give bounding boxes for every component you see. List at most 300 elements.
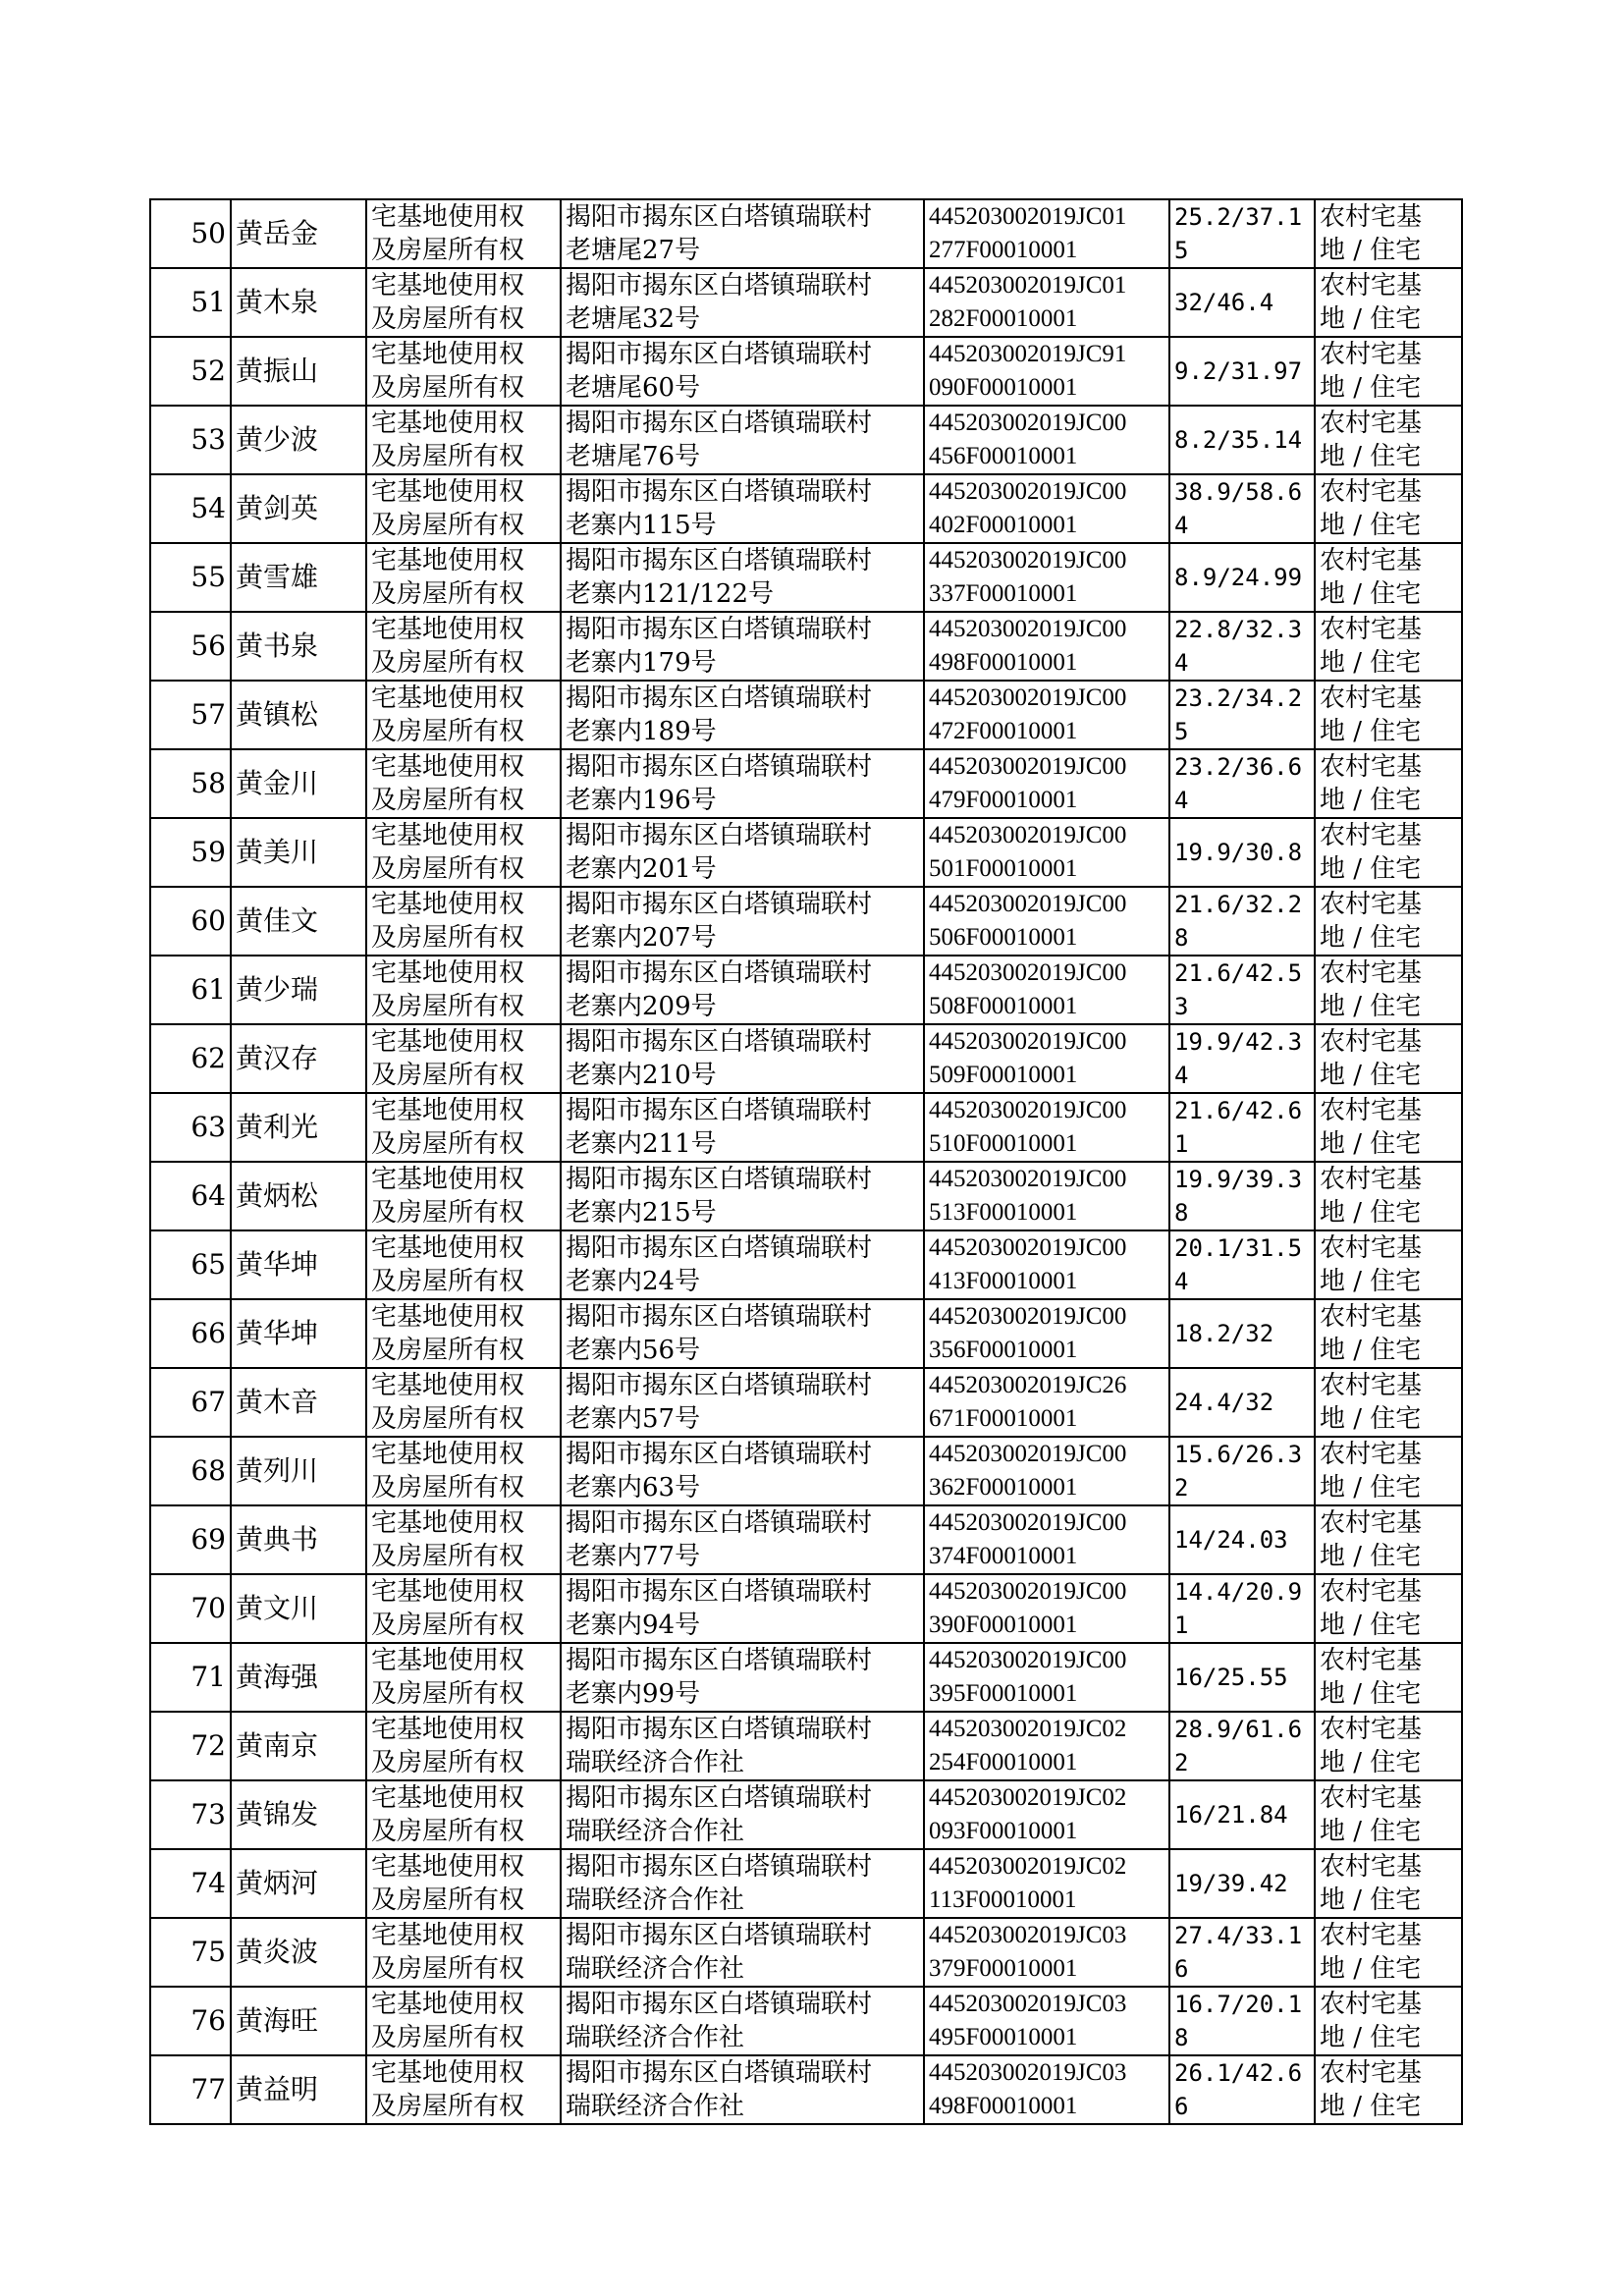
area-line: 23.2/36.6	[1174, 753, 1303, 781]
location-line: 瑞联经济合作社	[566, 1885, 745, 1915]
unit-code-line: 445203002019JC00	[929, 1234, 1127, 1261]
location-line: 老寨内210号	[566, 1061, 717, 1090]
unit-code-line: 445203002019JC02	[929, 1716, 1127, 1742]
location-line: 老寨内94号	[566, 1611, 701, 1640]
row-number-cell: 77	[150, 2055, 231, 2124]
right-type-cell	[366, 2055, 561, 2124]
usage-cell	[1315, 1093, 1462, 1162]
unit-code-cell	[924, 406, 1169, 474]
area-cell	[1169, 956, 1315, 1024]
table-row	[150, 1162, 1462, 1230]
right-type-cell	[366, 1505, 561, 1574]
row-number-cell: 58	[150, 749, 231, 818]
usage-cell	[1315, 474, 1462, 543]
area-cell	[1169, 543, 1315, 612]
usage-line: 地 / 住宅	[1320, 1198, 1422, 1228]
area-cell	[1169, 1437, 1315, 1505]
table-row	[150, 612, 1462, 681]
right-type-line: 及房屋所有权	[371, 1198, 525, 1228]
usage-cell	[1315, 268, 1462, 337]
usage-cell	[1315, 1368, 1462, 1437]
table-row	[150, 1780, 1462, 1849]
area-line: 19/39.42	[1174, 1870, 1288, 1897]
usage-line: 地 / 住宅	[1320, 1061, 1422, 1090]
location-line: 揭阳市揭东区白塔镇瑞联村	[566, 1165, 873, 1194]
unit-code-line: 506F00010001	[929, 924, 1078, 951]
usage-cell	[1315, 956, 1462, 1024]
location-line: 揭阳市揭东区白塔镇瑞联村	[566, 752, 873, 782]
usage-line: 地 / 住宅	[1320, 1885, 1422, 1915]
right-type-cell	[366, 1299, 561, 1368]
usage-cell	[1315, 818, 1462, 887]
location-cell	[561, 199, 924, 268]
unit-code-line: 445203002019JC00	[929, 1028, 1127, 1055]
right-type-cell	[366, 1162, 561, 1230]
unit-code-line: 445203002019JC03	[929, 1991, 1127, 2017]
location-line: 揭阳市揭东区白塔镇瑞联村	[566, 477, 873, 507]
unit-code-line: 445203002019JC01	[929, 272, 1127, 299]
unit-code-line: 445203002019JC00	[929, 822, 1127, 848]
unit-code-cell	[924, 956, 1169, 1024]
unit-code-line: 445203002019JC00	[929, 478, 1127, 505]
location-line: 揭阳市揭东区白塔镇瑞联村	[566, 546, 873, 575]
unit-code-line: 445203002019JC02	[929, 1784, 1127, 1811]
right-type-line: 及房屋所有权	[371, 442, 525, 471]
unit-code-line: 402F00010001	[929, 512, 1078, 538]
owner-name-cell: 黄木泉	[231, 268, 366, 337]
unit-code-cell	[924, 2055, 1169, 2124]
usage-cell	[1315, 1437, 1462, 1505]
table-row	[150, 1437, 1462, 1505]
area-line: 8.9/24.99	[1174, 564, 1303, 591]
location-line: 揭阳市揭东区白塔镇瑞联村	[566, 1921, 873, 1950]
area-line: 21.6/42.5	[1174, 959, 1303, 987]
area-cell	[1169, 2055, 1315, 2124]
unit-code-cell	[924, 1024, 1169, 1093]
unit-code-line: 395F00010001	[929, 1680, 1078, 1707]
usage-cell	[1315, 1918, 1462, 1987]
right-type-cell	[366, 1849, 561, 1918]
owner-name-cell: 黄利光	[231, 1093, 366, 1162]
usage-line: 农村宅基	[1320, 1577, 1423, 1607]
usage-cell	[1315, 1849, 1462, 1918]
usage-line: 农村宅基	[1320, 1715, 1423, 1744]
usage-line: 地 / 住宅	[1320, 717, 1422, 746]
area-cell	[1169, 681, 1315, 749]
unit-code-line: 445203002019JC00	[929, 547, 1127, 574]
owner-name-cell: 黄炎波	[231, 1918, 366, 1987]
unit-code-line: 671F00010001	[929, 1405, 1078, 1432]
area-cell	[1169, 199, 1315, 268]
area-cell	[1169, 1918, 1315, 1987]
unit-code-cell	[924, 268, 1169, 337]
area-line: 6	[1174, 2093, 1189, 2120]
right-type-line: 及房屋所有权	[371, 1473, 525, 1503]
area-line: 8	[1174, 2024, 1189, 2051]
unit-code-cell	[924, 1780, 1169, 1849]
unit-code-line: 379F00010001	[929, 1955, 1078, 1982]
table-row	[150, 1368, 1462, 1437]
right-type-line: 及房屋所有权	[371, 923, 525, 953]
location-line: 揭阳市揭东区白塔镇瑞联村	[566, 2058, 873, 2088]
usage-line: 地 / 住宅	[1320, 1748, 1422, 1777]
location-line: 瑞联经济合作社	[566, 2023, 745, 2052]
unit-code-line: 356F00010001	[929, 1337, 1078, 1363]
right-type-cell	[366, 956, 561, 1024]
location-line: 瑞联经济合作社	[566, 1817, 745, 1846]
table-row	[150, 268, 1462, 337]
row-number-cell: 55	[150, 543, 231, 612]
owner-name-cell: 黄书泉	[231, 612, 366, 681]
location-line: 揭阳市揭东区白塔镇瑞联村	[566, 1783, 873, 1813]
location-line: 揭阳市揭东区白塔镇瑞联村	[566, 1990, 873, 2019]
area-cell	[1169, 337, 1315, 406]
area-line: 2	[1174, 1749, 1189, 1776]
right-type-line: 宅基地使用权	[371, 1371, 525, 1400]
right-type-cell	[366, 1574, 561, 1643]
right-type-line: 宅基地使用权	[371, 1165, 525, 1194]
right-type-line: 及房屋所有权	[371, 1267, 525, 1296]
unit-code-cell	[924, 887, 1169, 956]
unit-code-line: 093F00010001	[929, 1818, 1078, 1844]
row-number-cell: 53	[150, 406, 231, 474]
right-type-line: 及房屋所有权	[371, 1611, 525, 1640]
right-type-line: 宅基地使用权	[371, 271, 525, 301]
unit-code-cell	[924, 1437, 1169, 1505]
location-cell	[561, 1437, 924, 1505]
usage-line: 农村宅基	[1320, 202, 1423, 232]
area-cell	[1169, 1162, 1315, 1230]
location-cell	[561, 1162, 924, 1230]
right-type-line: 及房屋所有权	[371, 1817, 525, 1846]
location-cell	[561, 818, 924, 887]
table-row	[150, 887, 1462, 956]
row-number-cell: 62	[150, 1024, 231, 1093]
area-line: 15.6/26.3	[1174, 1441, 1303, 1468]
usage-line: 地 / 住宅	[1320, 1611, 1422, 1640]
right-type-line: 及房屋所有权	[371, 717, 525, 746]
usage-line: 农村宅基	[1320, 1783, 1423, 1813]
usage-line: 农村宅基	[1320, 1027, 1423, 1057]
right-type-cell	[366, 612, 561, 681]
table-row	[150, 2055, 1462, 2124]
row-number-cell: 74	[150, 1849, 231, 1918]
right-type-cell	[366, 749, 561, 818]
location-line: 老寨内115号	[566, 511, 717, 540]
location-cell	[561, 1780, 924, 1849]
usage-line: 农村宅基	[1320, 958, 1423, 988]
owner-name-cell: 黄佳文	[231, 887, 366, 956]
right-type-line: 宅基地使用权	[371, 1027, 525, 1057]
right-type-line: 宅基地使用权	[371, 546, 525, 575]
usage-line: 农村宅基	[1320, 615, 1423, 644]
area-cell	[1169, 1574, 1315, 1643]
area-line: 22.8/32.3	[1174, 616, 1303, 643]
row-number-cell: 56	[150, 612, 231, 681]
row-number-cell: 66	[150, 1299, 231, 1368]
unit-code-line: 445203002019JC00	[929, 959, 1127, 986]
usage-cell	[1315, 1643, 1462, 1712]
right-type-line: 宅基地使用权	[371, 1096, 525, 1125]
right-type-line: 宅基地使用权	[371, 1921, 525, 1950]
right-type-cell	[366, 1712, 561, 1780]
row-number-cell: 69	[150, 1505, 231, 1574]
area-line: 4	[1174, 787, 1189, 814]
location-line: 老塘尾27号	[566, 236, 701, 265]
location-cell	[561, 681, 924, 749]
table-row	[150, 1299, 1462, 1368]
usage-line: 地 / 住宅	[1320, 1336, 1422, 1365]
right-type-line: 及房屋所有权	[371, 236, 525, 265]
location-cell	[561, 887, 924, 956]
right-type-line: 及房屋所有权	[371, 1954, 525, 1984]
unit-code-line: 390F00010001	[929, 1612, 1078, 1638]
area-line: 19.9/39.3	[1174, 1166, 1303, 1193]
right-type-line: 宅基地使用权	[371, 409, 525, 438]
right-type-line: 及房屋所有权	[371, 304, 525, 334]
usage-cell	[1315, 749, 1462, 818]
table-row	[150, 543, 1462, 612]
row-number-cell: 61	[150, 956, 231, 1024]
area-cell	[1169, 1299, 1315, 1368]
area-line: 19.9/42.3	[1174, 1028, 1303, 1056]
area-line: 8	[1174, 924, 1189, 952]
right-type-cell	[366, 681, 561, 749]
usage-line: 地 / 住宅	[1320, 579, 1422, 609]
usage-cell	[1315, 681, 1462, 749]
usage-line: 农村宅基	[1320, 340, 1423, 369]
usage-line: 农村宅基	[1320, 1371, 1423, 1400]
area-cell	[1169, 268, 1315, 337]
unit-code-line: 374F00010001	[929, 1543, 1078, 1569]
usage-line: 农村宅基	[1320, 1440, 1423, 1469]
area-line: 27.4/33.1	[1174, 1922, 1303, 1949]
row-number-cell: 65	[150, 1230, 231, 1299]
location-cell	[561, 1643, 924, 1712]
location-cell	[561, 1505, 924, 1574]
unit-code-line: 445203002019JC02	[929, 1853, 1127, 1880]
location-line: 揭阳市揭东区白塔镇瑞联村	[566, 340, 873, 369]
right-type-line: 宅基地使用权	[371, 1715, 525, 1744]
area-line: 3	[1174, 993, 1189, 1020]
owner-name-cell: 黄镇松	[231, 681, 366, 749]
table-row	[150, 406, 1462, 474]
unit-code-line: 510F00010001	[929, 1130, 1078, 1157]
location-cell	[561, 2055, 924, 2124]
unit-code-line: 445203002019JC00	[929, 1509, 1127, 1536]
location-cell	[561, 1230, 924, 1299]
usage-line: 地 / 住宅	[1320, 1473, 1422, 1503]
unit-code-line: 445203002019JC00	[929, 410, 1127, 436]
location-line: 揭阳市揭东区白塔镇瑞联村	[566, 1646, 873, 1675]
table-row	[150, 1230, 1462, 1299]
usage-line: 地 / 住宅	[1320, 2092, 1422, 2121]
usage-line: 地 / 住宅	[1320, 1817, 1422, 1846]
area-line: 16.7/20.1	[1174, 1991, 1303, 2018]
location-line: 揭阳市揭东区白塔镇瑞联村	[566, 1096, 873, 1125]
unit-code-line: 113F00010001	[929, 1886, 1077, 1913]
right-type-line: 宅基地使用权	[371, 1577, 525, 1607]
owner-name-cell: 黄列川	[231, 1437, 366, 1505]
usage-line: 农村宅基	[1320, 477, 1423, 507]
area-line: 14/24.03	[1174, 1526, 1288, 1554]
unit-code-line: 362F00010001	[929, 1474, 1078, 1501]
right-type-line: 宅基地使用权	[371, 2058, 525, 2088]
right-type-line: 宅基地使用权	[371, 1852, 525, 1882]
unit-code-line: 445203002019JC03	[929, 2059, 1127, 2086]
unit-code-cell	[924, 1987, 1169, 2055]
unit-code-line: 445203002019JC00	[929, 753, 1127, 780]
area-cell	[1169, 1712, 1315, 1780]
owner-name-cell: 黄益明	[231, 2055, 366, 2124]
area-line: 21.6/42.6	[1174, 1097, 1303, 1124]
unit-code-line: 445203002019JC00	[929, 1303, 1127, 1330]
area-cell	[1169, 406, 1315, 474]
location-line: 老寨内77号	[566, 1542, 701, 1571]
unit-code-cell	[924, 474, 1169, 543]
right-type-cell	[366, 337, 561, 406]
location-cell	[561, 612, 924, 681]
usage-line: 地 / 住宅	[1320, 442, 1422, 471]
location-line: 老寨内24号	[566, 1267, 701, 1296]
location-cell	[561, 406, 924, 474]
unit-code-cell	[924, 1712, 1169, 1780]
unit-code-cell	[924, 543, 1169, 612]
location-line: 老塘尾76号	[566, 442, 701, 471]
location-line: 老寨内201号	[566, 854, 717, 884]
area-cell	[1169, 818, 1315, 887]
usage-line: 地 / 住宅	[1320, 786, 1422, 815]
owner-name-cell: 黄典书	[231, 1505, 366, 1574]
unit-code-line: 495F00010001	[929, 2024, 1078, 2050]
area-cell	[1169, 474, 1315, 543]
area-cell	[1169, 1093, 1315, 1162]
area-line: 8	[1174, 1199, 1189, 1227]
unit-code-line: 479F00010001	[929, 787, 1078, 813]
table-row	[150, 1643, 1462, 1712]
location-line: 揭阳市揭东区白塔镇瑞联村	[566, 821, 873, 850]
area-line: 28.9/61.6	[1174, 1716, 1303, 1743]
row-number-cell: 51	[150, 268, 231, 337]
unit-code-cell	[924, 337, 1169, 406]
right-type-cell	[366, 1780, 561, 1849]
right-type-line: 宅基地使用权	[371, 1302, 525, 1332]
area-line: 21.6/32.2	[1174, 891, 1303, 918]
location-line: 揭阳市揭东区白塔镇瑞联村	[566, 1371, 873, 1400]
owner-name-cell: 黄海强	[231, 1643, 366, 1712]
table-row	[150, 1987, 1462, 2055]
area-cell	[1169, 612, 1315, 681]
registry-table	[149, 198, 1463, 2125]
area-line: 38.9/58.6	[1174, 478, 1303, 506]
area-line: 14.4/20.9	[1174, 1578, 1303, 1606]
unit-code-line: 509F00010001	[929, 1062, 1078, 1088]
location-line: 揭阳市揭东区白塔镇瑞联村	[566, 1440, 873, 1469]
right-type-line: 宅基地使用权	[371, 340, 525, 369]
unit-code-cell	[924, 1849, 1169, 1918]
area-cell	[1169, 1505, 1315, 1574]
usage-cell	[1315, 2055, 1462, 2124]
usage-line: 农村宅基	[1320, 546, 1423, 575]
right-type-line: 宅基地使用权	[371, 683, 525, 713]
usage-line: 农村宅基	[1320, 890, 1423, 919]
row-number-cell: 67	[150, 1368, 231, 1437]
location-line: 老塘尾32号	[566, 304, 701, 334]
location-cell	[561, 1712, 924, 1780]
right-type-cell	[366, 268, 561, 337]
row-number-cell: 57	[150, 681, 231, 749]
right-type-line: 宅基地使用权	[371, 1233, 525, 1263]
right-type-line: 宅基地使用权	[371, 1990, 525, 2019]
right-type-line: 及房屋所有权	[371, 786, 525, 815]
area-line: 5	[1174, 237, 1189, 264]
unit-code-line: 090F00010001	[929, 374, 1078, 401]
right-type-line: 及房屋所有权	[371, 992, 525, 1021]
unit-code-cell	[924, 1230, 1169, 1299]
right-type-line: 及房屋所有权	[371, 1542, 525, 1571]
area-cell	[1169, 887, 1315, 956]
right-type-cell	[366, 887, 561, 956]
usage-line: 农村宅基	[1320, 2058, 1423, 2088]
area-line: 18.2/32	[1174, 1320, 1274, 1347]
row-number-cell: 60	[150, 887, 231, 956]
area-line: 5	[1174, 718, 1189, 745]
unit-code-line: 445203002019JC03	[929, 1922, 1127, 1948]
table-row	[150, 1024, 1462, 1093]
right-type-line: 宅基地使用权	[371, 1646, 525, 1675]
owner-name-cell: 黄华坤	[231, 1299, 366, 1368]
right-type-line: 宅基地使用权	[371, 477, 525, 507]
right-type-line: 及房屋所有权	[371, 854, 525, 884]
unit-code-line: 445203002019JC00	[929, 1097, 1127, 1123]
location-line: 揭阳市揭东区白塔镇瑞联村	[566, 683, 873, 713]
right-type-line: 及房屋所有权	[371, 373, 525, 403]
area-line: 2	[1174, 1474, 1189, 1502]
right-type-line: 宅基地使用权	[371, 202, 525, 232]
right-type-line: 宅基地使用权	[371, 1783, 525, 1813]
right-type-cell	[366, 1643, 561, 1712]
usage-line: 农村宅基	[1320, 409, 1423, 438]
table-row	[150, 199, 1462, 268]
owner-name-cell: 黄雪雄	[231, 543, 366, 612]
right-type-line: 及房屋所有权	[371, 1336, 525, 1365]
unit-code-cell	[924, 1918, 1169, 1987]
owner-name-cell: 黄汉存	[231, 1024, 366, 1093]
right-type-line: 宅基地使用权	[371, 1508, 525, 1538]
right-type-line: 及房屋所有权	[371, 1885, 525, 1915]
area-cell	[1169, 1230, 1315, 1299]
location-cell	[561, 1574, 924, 1643]
area-line: 24.4/32	[1174, 1389, 1274, 1416]
right-type-cell	[366, 1024, 561, 1093]
right-type-line: 及房屋所有权	[371, 511, 525, 540]
unit-code-line: 513F00010001	[929, 1199, 1078, 1226]
table-row	[150, 1918, 1462, 1987]
unit-code-cell	[924, 199, 1169, 268]
table-row	[150, 1574, 1462, 1643]
usage-cell	[1315, 1780, 1462, 1849]
usage-line: 地 / 住宅	[1320, 304, 1422, 334]
unit-code-cell	[924, 1574, 1169, 1643]
location-line: 揭阳市揭东区白塔镇瑞联村	[566, 409, 873, 438]
location-line: 揭阳市揭东区白塔镇瑞联村	[566, 1852, 873, 1882]
row-number-cell: 52	[150, 337, 231, 406]
area-cell	[1169, 1987, 1315, 2055]
row-number-cell: 50	[150, 199, 231, 268]
location-cell	[561, 1987, 924, 2055]
right-type-line: 及房屋所有权	[371, 1404, 525, 1434]
right-type-line: 宅基地使用权	[371, 615, 525, 644]
